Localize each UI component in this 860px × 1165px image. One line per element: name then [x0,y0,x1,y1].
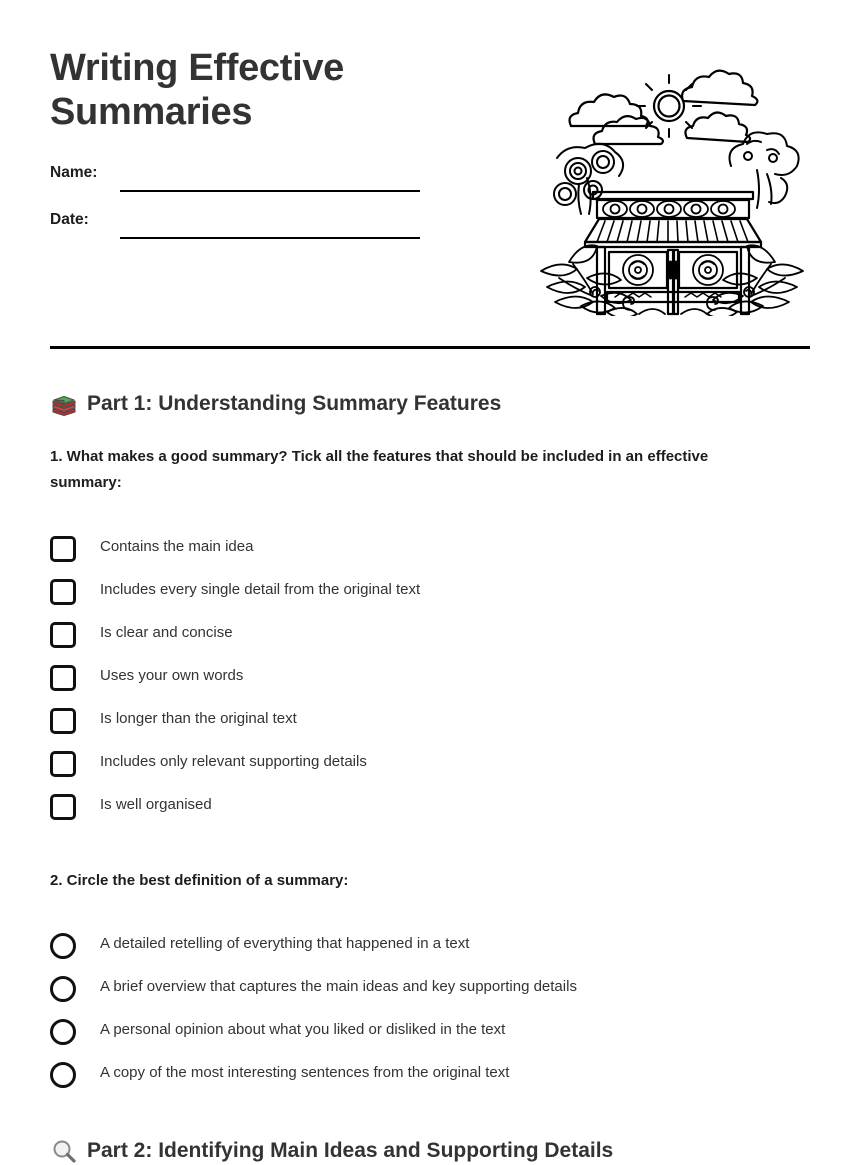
checkbox-icon[interactable] [50,751,76,777]
checkbox-option-row[interactable] [50,620,790,663]
checkbox-icon[interactable] [50,665,76,691]
radio-option-row[interactable] [50,1017,790,1060]
name-field-label: Name: [50,164,98,181]
checkbox-icon[interactable] [50,794,76,820]
checkbox-option-label: Is well organised [100,796,212,813]
checkbox-option-label: Contains the main idea [100,538,254,555]
checkbox-icon[interactable] [50,708,76,734]
checkbox-option-row[interactable] [50,577,790,620]
checkbox-option-label: Is longer than the original text [100,710,297,727]
radio-icon[interactable] [50,976,76,1002]
radio-option-row[interactable] [50,974,790,1017]
checkbox-option-label: Includes every single detail from the original text [100,581,421,598]
date-field-row [50,211,470,241]
checkbox-option-row[interactable] [50,663,790,706]
name-field-row [50,164,470,194]
date-field-line[interactable] [120,237,420,239]
tropical-hut-illustration [535,66,810,316]
question-1-options [50,534,790,835]
question-1-text: 1. What makes a good summary? Tick all the features that should be included in an effective summary: [50,448,709,491]
radio-option-row[interactable] [50,1060,790,1103]
checkbox-option-row[interactable] [50,534,790,577]
checkbox-option-row[interactable] [50,792,790,835]
date-field-label: Date: [50,211,89,228]
radio-option-row[interactable] [50,931,790,974]
checkbox-option-label: Is clear and concise [100,624,233,641]
radio-option-label: A detailed retelling of everything that happened in a text [100,935,470,952]
checkbox-option-label: Uses your own words [100,667,244,684]
question-2-text: 2. Circle the best definition of a summary: [50,872,349,889]
checkbox-icon[interactable] [50,536,76,562]
part1-heading [50,390,501,418]
worksheet-header [50,46,810,316]
radio-icon[interactable] [50,1062,76,1088]
radio-option-label: A brief overview that captures the main ideas and key supporting details [100,978,577,995]
checkbox-icon[interactable] [50,579,76,605]
checkbox-option-label: Includes only relevant supporting details [100,753,367,770]
radio-icon[interactable] [50,1019,76,1045]
books-icon [50,390,78,418]
radio-icon[interactable] [50,933,76,959]
question-2-options [50,931,790,1103]
part2-heading-text: Part 2: Identifying Main Ideas and Supporting Details [87,1139,614,1162]
radio-option-label: A personal opinion about what you liked or disliked in the text [100,1021,506,1038]
header-divider [50,346,810,349]
checkbox-option-row[interactable] [50,706,790,749]
page-title: Writing Effective Summaries [50,47,345,133]
checkbox-option-row[interactable] [50,749,790,792]
part1-heading-text: Part 1: Understanding Summary Features [87,392,502,415]
radio-option-label: A copy of the most interesting sentences from the original text [100,1064,510,1081]
name-field-line[interactable] [120,190,420,192]
checkbox-icon[interactable] [50,622,76,648]
